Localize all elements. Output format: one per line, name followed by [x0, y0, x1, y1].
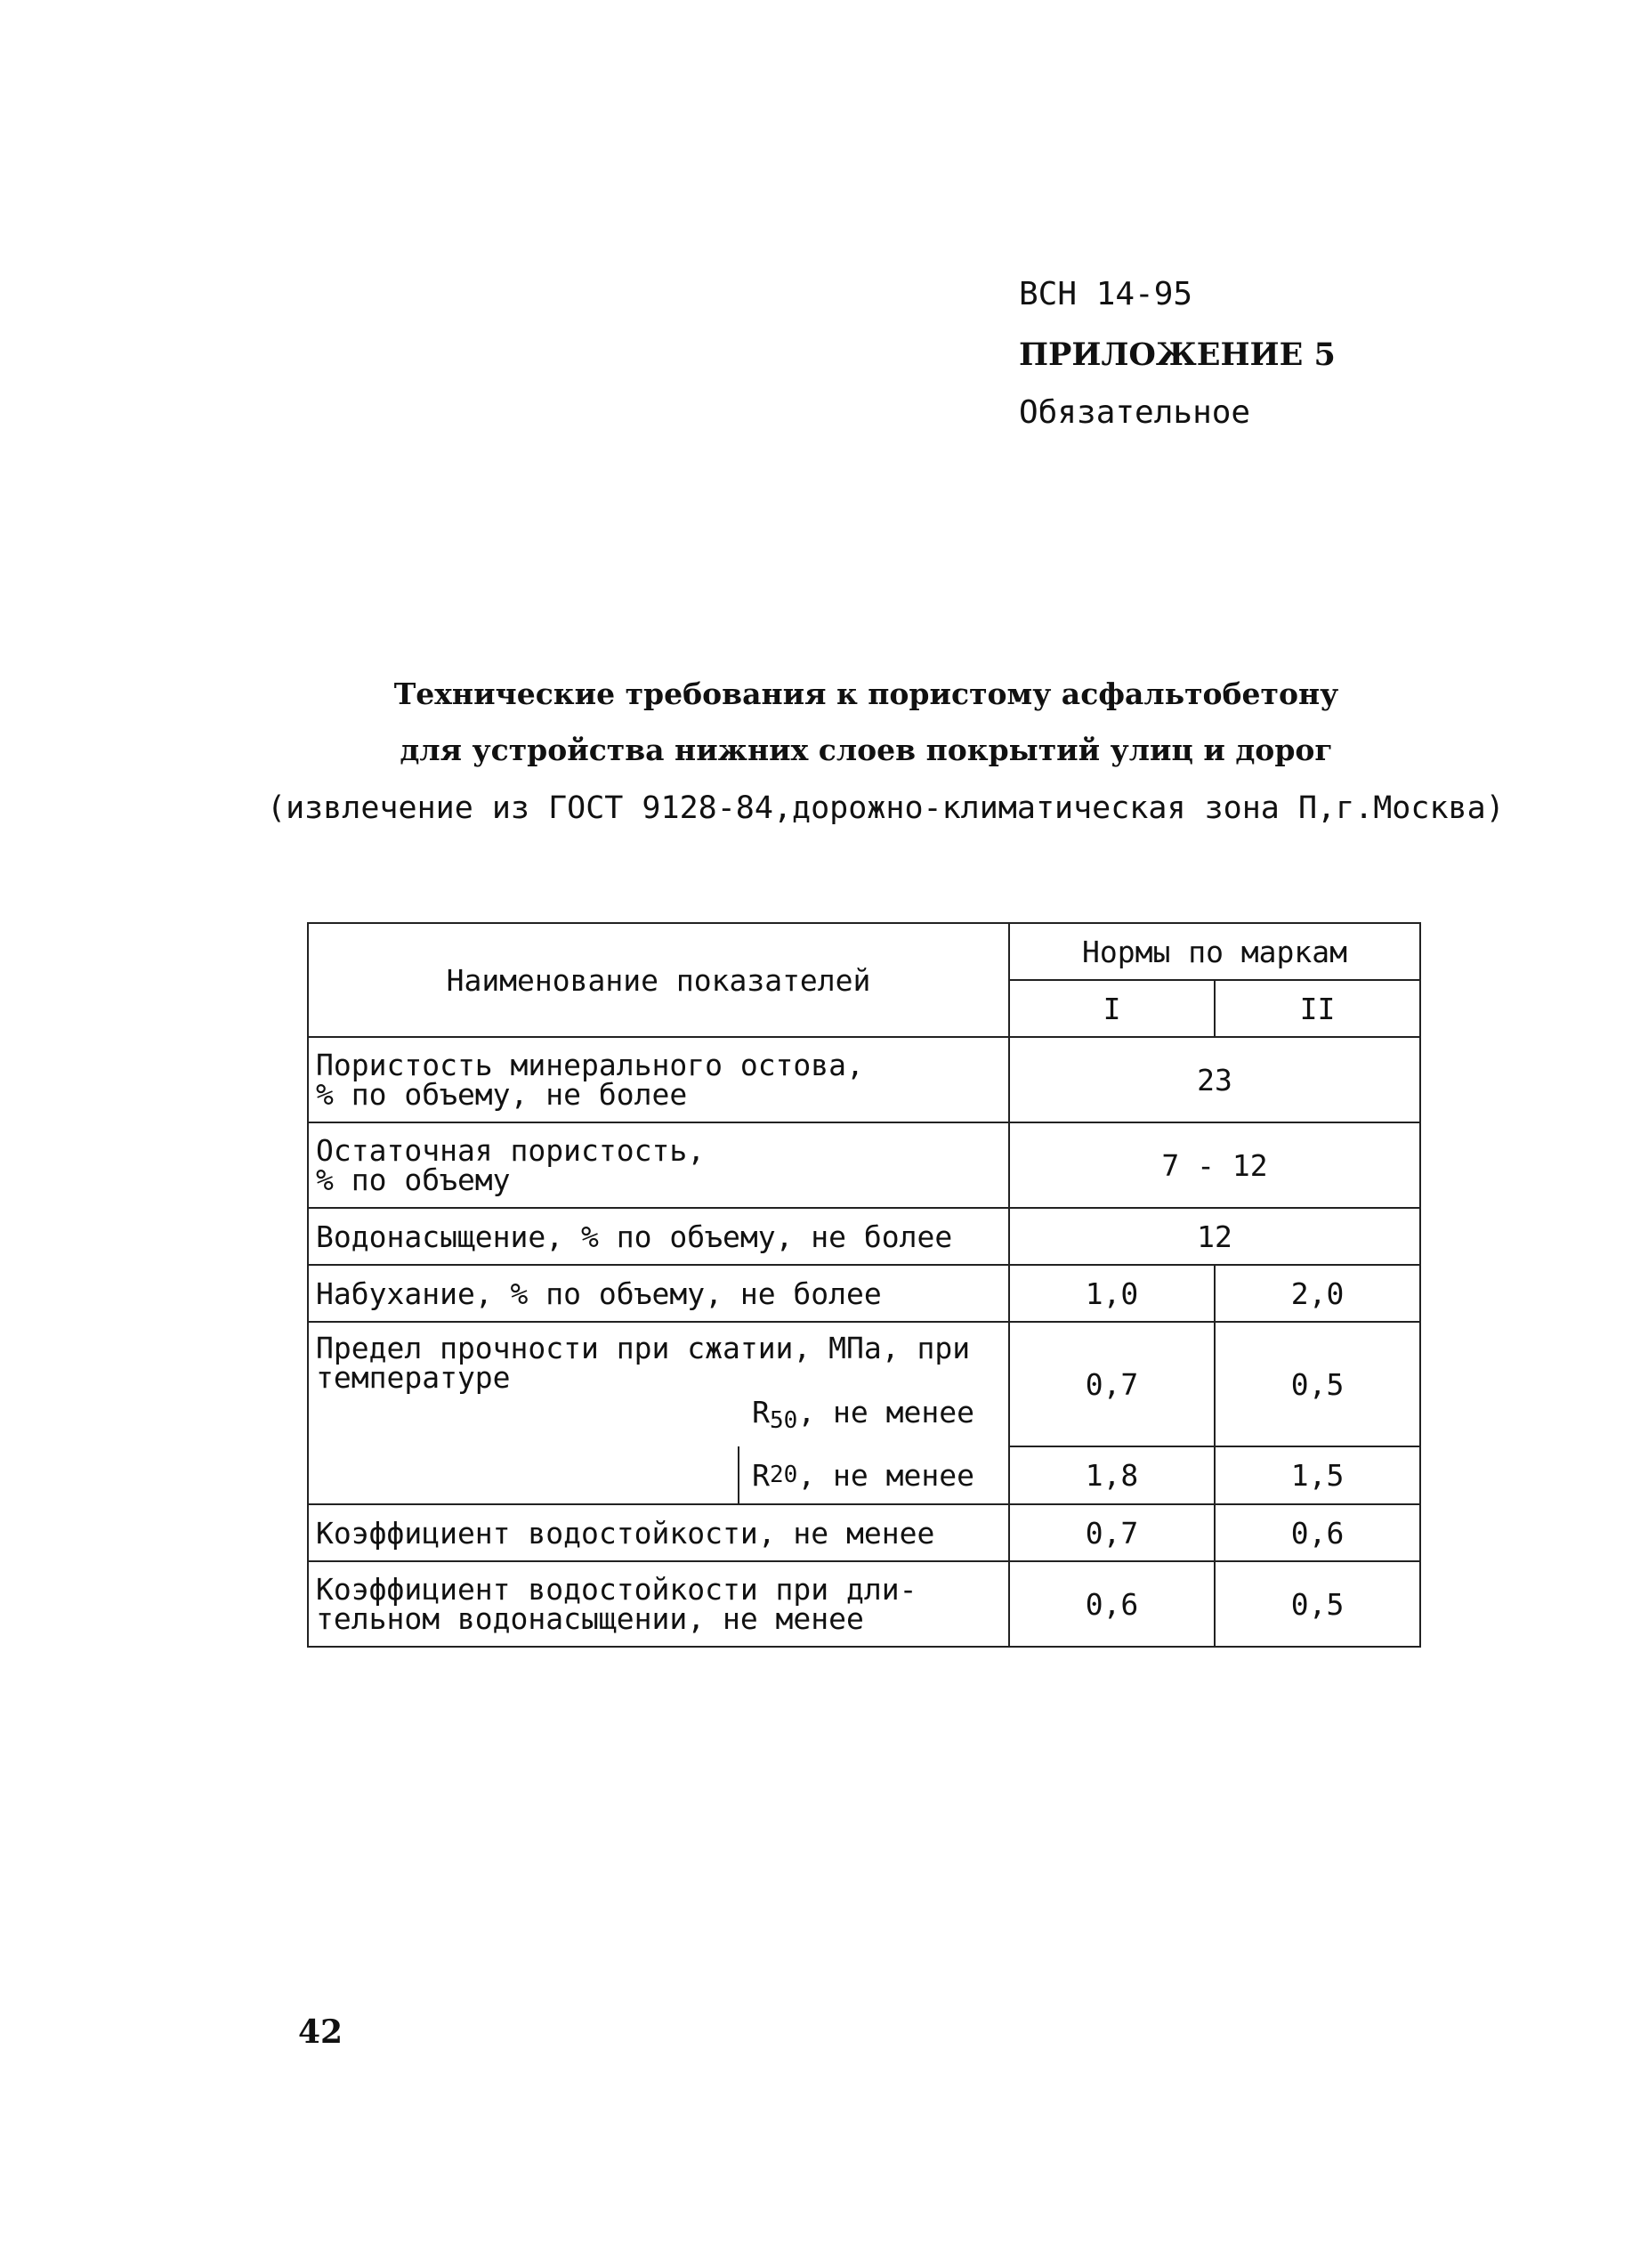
row-value-grade-2: 1,5 [1215, 1446, 1420, 1504]
row-name-line: Коэффициент водостойкости при дли- [316, 1572, 917, 1607]
appendix-status: Обязательное [1019, 394, 1251, 431]
title-line-2: для устройства нижних слоев покрытий улиц и дорог [400, 733, 1333, 767]
table-row [308, 1446, 1420, 1504]
row-value-grade-2: 2,0 [1215, 1265, 1420, 1322]
row-name [308, 1122, 1009, 1208]
row-name [308, 1561, 1009, 1647]
table-row [308, 1265, 1420, 1322]
page-number: 42 [298, 2013, 343, 2051]
row-name-line: Остаточная пористость, [316, 1133, 706, 1168]
document-code: ВСН 14-95 [1019, 276, 1193, 312]
row-value-grade-2: 0,5 [1215, 1322, 1420, 1446]
row-name: Коэффициент водостойкости, не менее [308, 1504, 1009, 1561]
table-row [308, 1208, 1420, 1265]
row-value-grade-1: 1,8 [1009, 1446, 1215, 1504]
row-name: Водонасыщение, % по объему, не более [308, 1208, 1009, 1265]
row-name-line: Предел прочности при сжатии, [316, 1331, 812, 1365]
row-name [308, 1446, 1009, 1504]
header-indicator-name: Наименование показателей [308, 923, 1009, 1037]
row-value-grade-2: 0,6 [1215, 1504, 1420, 1561]
table-row [308, 1504, 1420, 1561]
row-name-line: % по объему, не более [316, 1077, 688, 1112]
row-name-line: тельном водонасыщении, не менее [316, 1601, 864, 1636]
row-name-line: Пористость минерального остова, [316, 1048, 864, 1082]
header-grade-1: I [1009, 980, 1215, 1037]
row-name: Набухание, % по объему, не более [308, 1265, 1009, 1322]
title-source-note: (извлечение из ГОСТ 9128-84,дорожно-климатическая зона П,г.Москва) [267, 790, 1505, 826]
header-norms-by-grade: Нормы по маркам [1009, 923, 1420, 980]
table-row [308, 1322, 1420, 1446]
title-line-1: Технические требования к пористому асфальтобетону [393, 676, 1339, 711]
row-name-line: % по объему [316, 1162, 511, 1197]
row-value-grade-2: 0,5 [1215, 1561, 1420, 1647]
table-row [308, 1037, 1420, 1122]
row-name [308, 1322, 1009, 1446]
appendix-label: ПРИЛОЖЕНИЕ 5 [1019, 336, 1336, 373]
row-value: 23 [1009, 1037, 1420, 1122]
strength-r20-label: R 20 , не менее [738, 1446, 1008, 1503]
row-value-grade-1: 0,7 [1009, 1322, 1215, 1446]
row-value-grade-1: 0,6 [1009, 1561, 1215, 1647]
table-row [308, 1561, 1420, 1647]
row-value: 7 - 12 [1009, 1122, 1420, 1208]
blank-indent [309, 1446, 738, 1503]
strength-r50-label: $R_{50}$, не менее [752, 1395, 974, 1434]
row-name-line: МПа, при температуре [316, 1331, 971, 1395]
table-header-row [308, 923, 1420, 980]
row-value-grade-1: 0,7 [1009, 1504, 1215, 1561]
header-grade-2: II [1215, 980, 1420, 1037]
norms-table [307, 922, 1421, 1648]
row-value: 12 [1009, 1208, 1420, 1265]
table-row [308, 1122, 1420, 1208]
row-value-grade-1: 1,0 [1009, 1265, 1215, 1322]
row-name [308, 1037, 1009, 1122]
